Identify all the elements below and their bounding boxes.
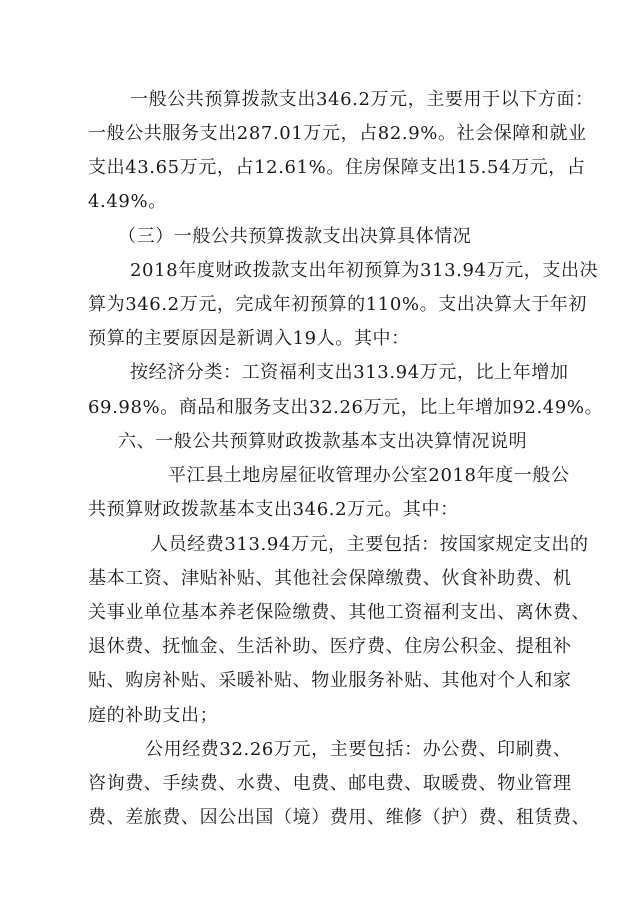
text-line-1: 一般公共预算拨款支出346.2万元，主要用于以下方面：: [130, 89, 594, 110]
text-line-16: 关事业单位基本养老保险缴费、其他工资福利支出、离休费、: [88, 602, 591, 623]
text-line-13: 共预算财政拨款基本支出346.2万元。其中：: [88, 499, 459, 520]
text-line-18: 贴、购房补贴、采暖补贴、物业服务补贴、其他对个人和家: [88, 670, 572, 691]
text-line-21: 咨询费、手续费、水费、电费、邮电费、取暖费、物业管理: [88, 773, 572, 794]
text-line-22: 费、差旅费、因公出国（境）费用、维修（护）费、租赁费、: [88, 807, 591, 828]
text-line-8: 预算的主要原因是新调入19人。其中：: [88, 328, 410, 349]
section-heading-3: （三）一般公共预算拨款支出决算具体情况: [118, 226, 472, 247]
section-heading-6: 六、一般公共预算财政拨款基本支出决算情况说明: [118, 431, 528, 452]
text-line-3: 支出43.65万元，占12.61%。住房保障支出15.54万元，占: [88, 157, 586, 178]
text-line-9: 按经济分类：工资福利支出313.94万元，比上年增加: [130, 362, 569, 383]
text-line-20: 公用经费32.26万元，主要包括：办公费、印刷费、: [145, 739, 572, 760]
text-line-7: 算为346.2万元，完成年初预算的110%。支出决算大于年初: [88, 294, 587, 315]
text-line-12: 平江县土地房屋征收管理办公室2018年度一般公: [168, 465, 570, 486]
text-line-4: 4.49%。: [88, 191, 167, 212]
text-line-2: 一般公共服务支出287.01万元，占82.9%。社会保障和就业: [88, 123, 587, 144]
text-line-19: 庭的补助支出；: [88, 705, 219, 726]
text-line-6: 2018年度财政拨款支出年初预算为313.94万元，支出决: [130, 260, 599, 281]
text-line-14: 人员经费313.94万元，主要包括：按国家规定支出的: [150, 534, 589, 555]
text-line-10: 69.98%。商品和服务支出32.26万元，比上年增加92.49%。: [88, 397, 604, 418]
text-line-15: 基本工资、津贴补贴、其他社会保障缴费、伙食补助费、机: [88, 568, 572, 589]
text-line-17: 退休费、抚恤金、生活补助、医疗费、住房公积金、提租补: [88, 636, 572, 657]
